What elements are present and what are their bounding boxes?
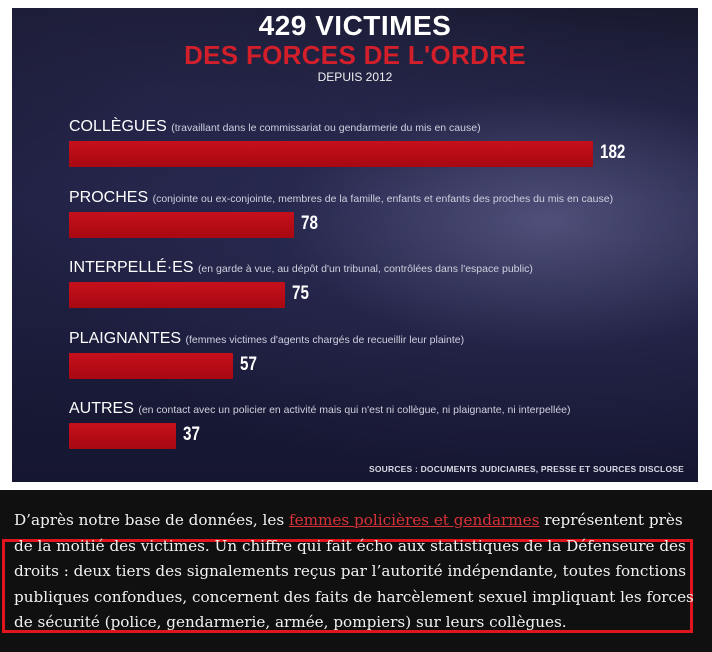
category-label (69, 259, 533, 277)
category-description: (travaillant dans le commissariat ou gendarmerie du mis en cause) (171, 122, 481, 134)
chart-subtitle: DES FORCES DE L'ORDRE (184, 40, 526, 70)
category-label (69, 118, 481, 136)
bar-value-label: 78 (301, 212, 318, 234)
category-description: (en contact avec un policier en activité mais qui n'est ni collègue, ni plaignante, ni interpellée) (138, 404, 571, 416)
category-name: COLLÈGUES (69, 118, 172, 135)
bar (69, 423, 176, 449)
bar-value-label: 57 (240, 353, 257, 375)
category-name: INTERPELLÉ·ES (69, 259, 198, 276)
category-label (69, 400, 571, 418)
category-name: PLAIGNANTES (69, 329, 186, 347)
article-text-before-link: D’après notre base de données, les (14, 511, 289, 529)
infographic-image (12, 8, 698, 482)
article-text-after-link: représentent près de la moitié des victimes. Un chiffre qui fait écho aux statistiques de la Défenseure des droits : deux tiers des signalements reçus par l’autorité indépendante, toutes fonctions publiques confondues, concernent des faits de harcèlement sexuel impliquant les forces de sécurité (police, gendarmerie, armée, pompiers) sur leurs collègues. (14, 511, 694, 631)
article-section (0, 490, 712, 652)
bar-value-label: 37 (183, 424, 200, 445)
bar (69, 212, 294, 238)
category-description: (en garde à vue, au dépôt d'un tribunal, contrôlées dans l'espace public) (197, 263, 533, 275)
article-link[interactable]: femmes policières et gendarmes (289, 511, 540, 529)
category-description: (femmes victimes d'agents chargés de recueillir leur plainte) (185, 333, 465, 346)
category-label (69, 330, 464, 348)
chart-period: DEPUIS 2012 (317, 70, 393, 84)
bar-value-label: 182 (600, 142, 626, 163)
category-name: AUTRES (69, 400, 139, 417)
article-paragraph (14, 508, 698, 636)
category-label (69, 189, 613, 207)
category-name: PROCHES (69, 188, 153, 206)
bar-value-label: 75 (292, 283, 309, 304)
chart-title: 429 VICTIMES (258, 10, 452, 41)
chart-source: SOURCES : DOCUMENTS JUDICIAIRES, PRESSE ET SOURCES DISCLOSE (368, 464, 684, 474)
bar (69, 141, 593, 167)
bar (69, 353, 233, 379)
category-description: (conjointe ou ex-conjointe, membres de la famille, enfants et enfants des proches du mis en cause) (152, 192, 614, 205)
bar (69, 282, 285, 308)
